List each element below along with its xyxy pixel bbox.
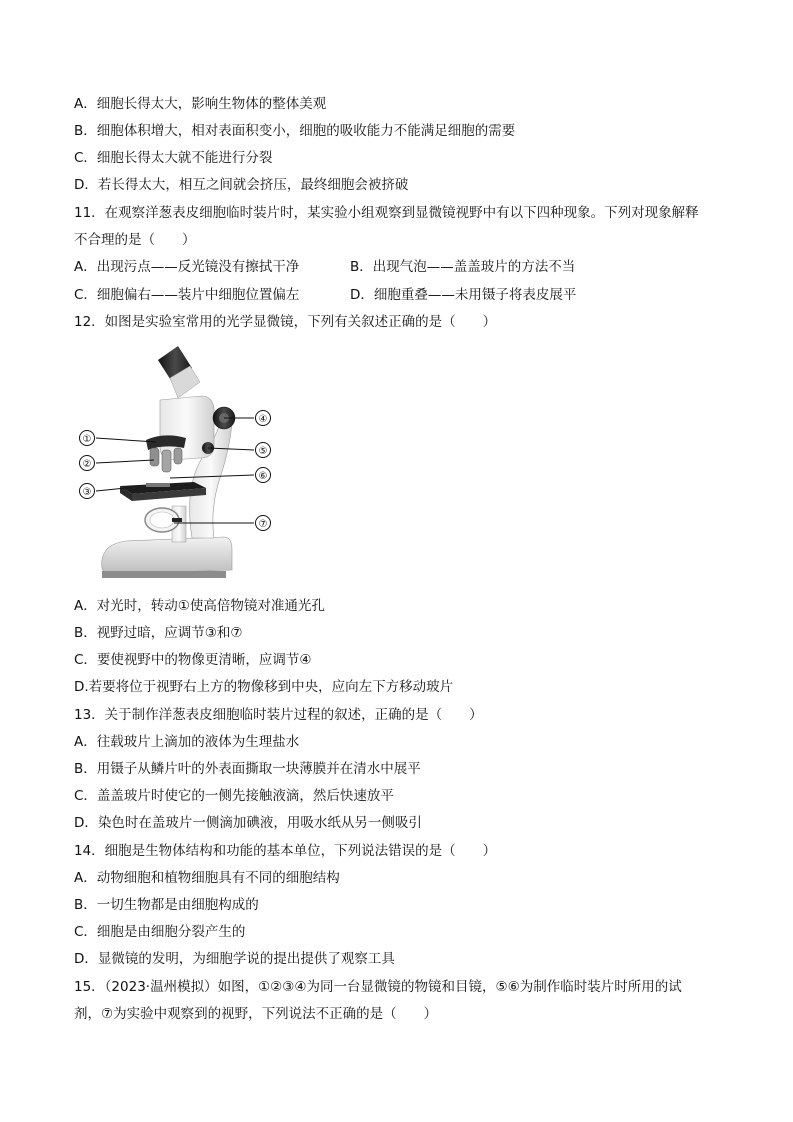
q14-option-a: A．动物细胞和植物细胞具有不同的细胞结构 bbox=[74, 870, 340, 886]
q10-option-d: D．若长得太大，相互之间就会挤压，最终细胞会被挤破 bbox=[74, 177, 409, 193]
figure-label-4: ④ bbox=[258, 414, 268, 425]
q14-option-d: D．显微镜的发明，为细胞学说的提出提供了观察工具 bbox=[74, 951, 395, 967]
microscope-figure bbox=[74, 338, 284, 586]
q12-option-c: C．要使视野中的物像更清晰，应调节④ bbox=[74, 652, 312, 668]
q10-option-a: A．细胞长得太大，影响生物体的整体美观 bbox=[74, 96, 327, 112]
q11-option-c: C．细胞偏右——装片中细胞位置偏左 bbox=[74, 287, 300, 303]
figure-label-3: ③ bbox=[82, 487, 92, 498]
figure-label-7: ⑦ bbox=[258, 519, 268, 530]
q12-option-b: B．视野过暗，应调节③和⑦ bbox=[74, 625, 243, 641]
figure-label-2: ② bbox=[82, 459, 92, 470]
q12-option-d: D.若要将位于视野右上方的物像移到中央，应向左下方移动玻片 bbox=[74, 679, 454, 695]
q10-option-c: C．细胞长得太大就不能进行分裂 bbox=[74, 150, 273, 166]
q11-option-a: A．出现污点——反光镜没有擦拭干净 bbox=[74, 259, 300, 275]
figure-label-5: ⑤ bbox=[258, 446, 268, 457]
q11-option-b: B．出现气泡——盖盖玻片的方法不当 bbox=[350, 259, 576, 275]
q13-option-b: B．用镊子从鳞片叶的外表面撕取一块薄膜并在清水中展平 bbox=[74, 761, 421, 777]
q13-stem: 13．关于制作洋葱表皮细胞临时装片过程的叙述，正确的是（ ） bbox=[74, 707, 483, 723]
figure-label-6: ⑥ bbox=[258, 471, 268, 482]
q14-option-c: C．细胞是由细胞分裂产生的 bbox=[74, 924, 246, 940]
q14-stem: 14．细胞是生物体结构和功能的基本单位，下列说法错误的是（ ） bbox=[74, 843, 497, 859]
q13-option-a: A．往载玻片上滴加的液体为生理盐水 bbox=[74, 734, 300, 750]
q12-option-a: A．对光时，转动①使高倍物镜对准通光孔 bbox=[74, 598, 325, 614]
q14-option-b: B．一切生物都是由细胞构成的 bbox=[74, 897, 259, 913]
figure-label-1: ① bbox=[82, 434, 92, 445]
q10-option-b: B．细胞体积增大，相对表面积变小，细胞的吸收能力不能满足细胞的需要 bbox=[74, 123, 516, 139]
q15-stem-line2: 剂，⑦为实验中观察到的视野，下列说法不正确的是（ ） bbox=[74, 1006, 438, 1022]
q11-stem-line1: 11．在观察洋葱表皮细胞临时装片时，某实验小组观察到显微镜视野中有以下四种现象。下列对现象解释 bbox=[74, 205, 699, 221]
q13-option-d: D．染色时在盖玻片一侧滴加碘液，用吸水纸从另一侧吸引 bbox=[74, 815, 422, 831]
q11-stem-line2: 不合理的是（ ） bbox=[74, 232, 196, 248]
q11-option-d: D．细胞重叠——未用镊子将表皮展平 bbox=[350, 287, 577, 303]
q12-stem: 12．如图是实验室常用的光学显微镜，下列有关叙述正确的是（ ） bbox=[74, 314, 497, 330]
q15-stem-line1: 15．（2023·温州模拟）如图，①②③④为同一台显微镜的物镜和目镜，⑤⑥为制作临时装片时所用的试 bbox=[74, 979, 682, 995]
q13-option-c: C．盖盖玻片时使它的一侧先接触液滴，然后快速放平 bbox=[74, 788, 394, 804]
